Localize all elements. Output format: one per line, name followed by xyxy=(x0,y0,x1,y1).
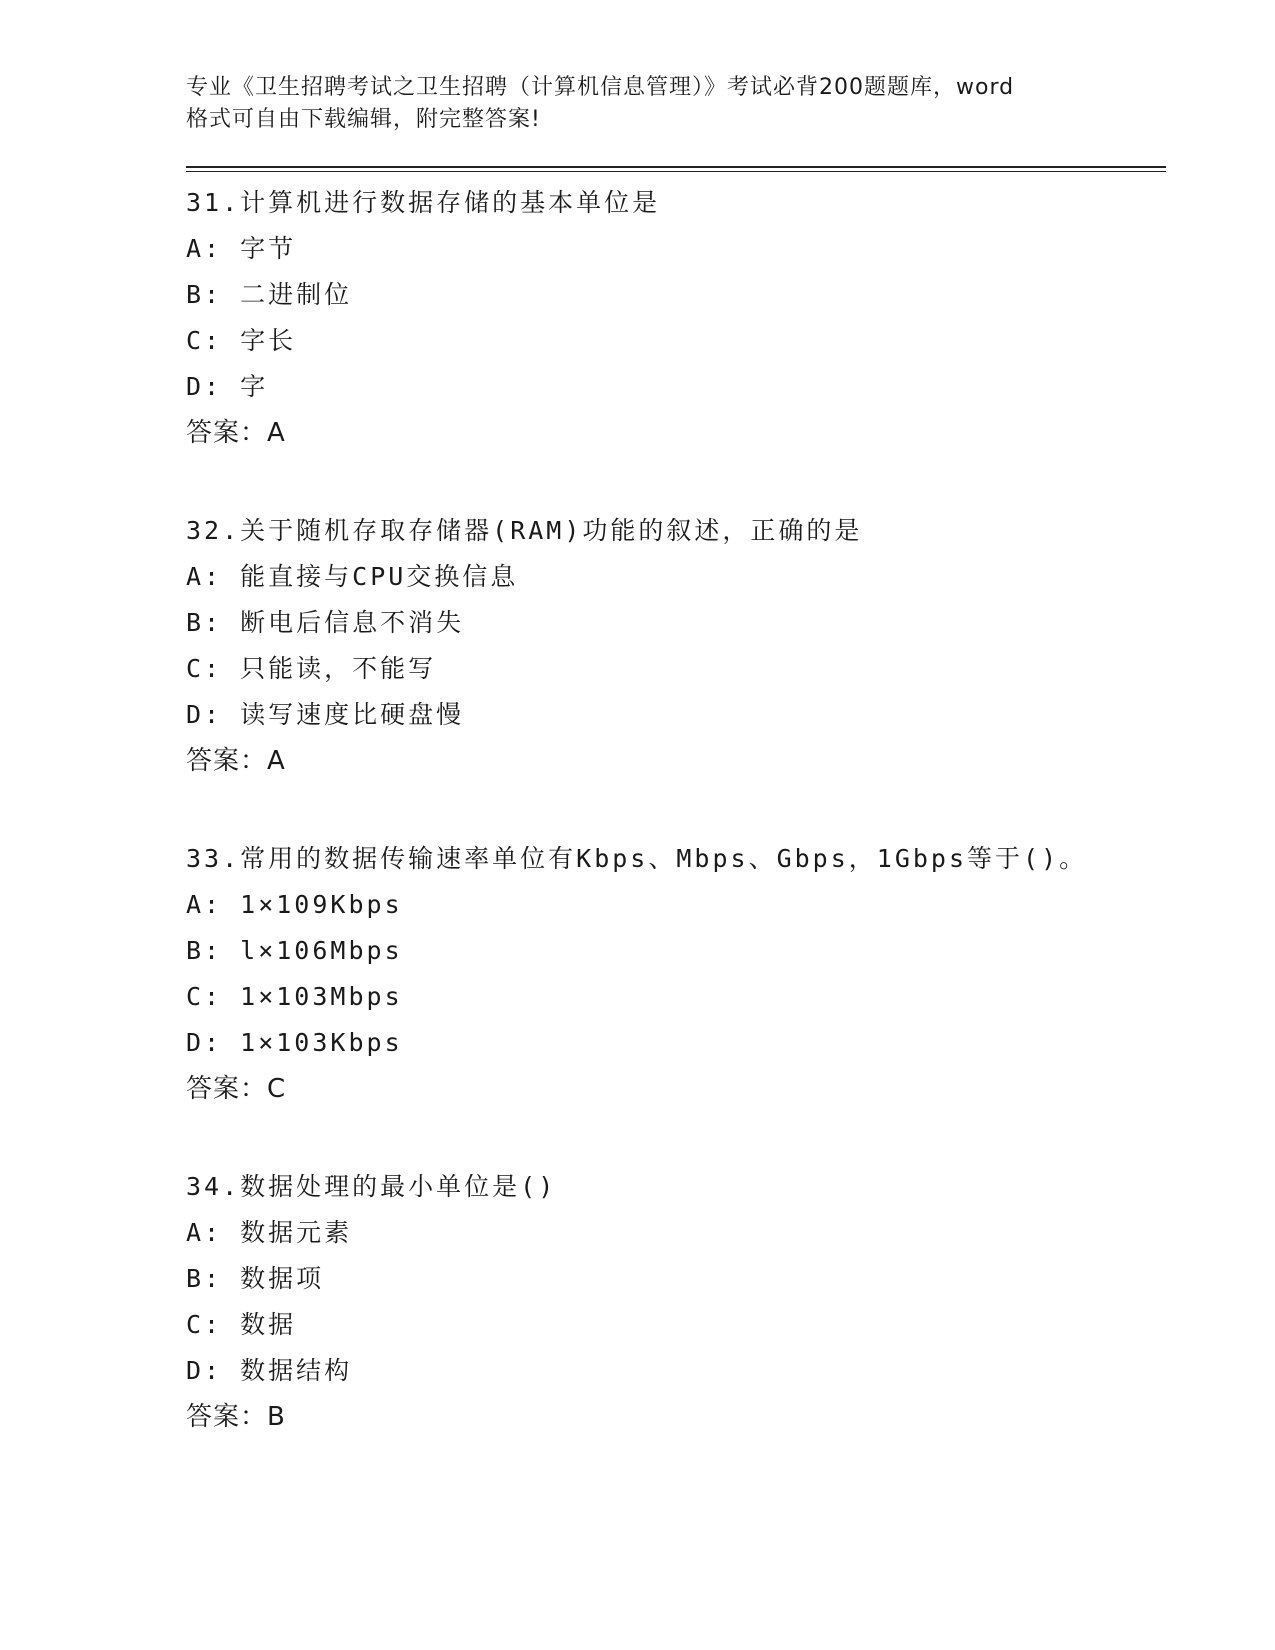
answer-line: 答案：A xyxy=(186,418,286,448)
question-32 xyxy=(186,508,1166,784)
option-c: C: 只能读，不能写 xyxy=(186,654,437,683)
option-a: A: 1×109Kbps xyxy=(186,890,403,919)
header-divider xyxy=(186,166,1166,172)
question-33 xyxy=(186,836,1166,1112)
question-34 xyxy=(186,1164,1166,1440)
option-a: A: 字节 xyxy=(186,234,297,263)
option-d: D: 1×103Kbps xyxy=(186,1028,403,1057)
header-line-2: 格式可自由下载编辑，附完整答案! xyxy=(186,107,541,132)
answer-line: 答案：B xyxy=(186,1402,286,1432)
question-title: 32.关于随机存取存储器(RAM)功能的叙述，正确的是 xyxy=(186,516,863,545)
option-b: B: 数据项 xyxy=(186,1264,325,1293)
question-title: 31.计算机进行数据存储的基本单位是 xyxy=(186,188,661,217)
option-b: B: l×106Mbps xyxy=(186,936,403,965)
option-d: D: 读写速度比硬盘慢 xyxy=(186,700,465,729)
question-title: 33.常用的数据传输速率单位有Kbps、Mbps、Gbps，1Gbps等于()。 xyxy=(186,844,1088,873)
header-line-1: 专业《卫生招聘考试之卫生招聘（计算机信息管理）》考试必背200题题库，word xyxy=(186,75,1015,100)
question-list xyxy=(186,180,1166,1440)
document-header xyxy=(186,72,1086,136)
document-page xyxy=(186,72,1166,1492)
option-c: C: 数据 xyxy=(186,1310,297,1339)
question-31 xyxy=(186,180,1166,456)
option-c: C: 字长 xyxy=(186,326,297,355)
option-b: B: 二进制位 xyxy=(186,280,353,309)
answer-line: 答案：A xyxy=(186,746,286,776)
option-a: A: 能直接与CPU交换信息 xyxy=(186,562,519,591)
option-d: D: 字 xyxy=(186,372,269,401)
option-a: A: 数据元素 xyxy=(186,1218,353,1247)
answer-line: 答案：C xyxy=(186,1074,287,1104)
question-title: 34.数据处理的最小单位是() xyxy=(186,1172,557,1201)
option-b: B: 断电后信息不消失 xyxy=(186,608,465,637)
option-d: D: 数据结构 xyxy=(186,1356,353,1385)
option-c: C: 1×103Mbps xyxy=(186,982,403,1011)
